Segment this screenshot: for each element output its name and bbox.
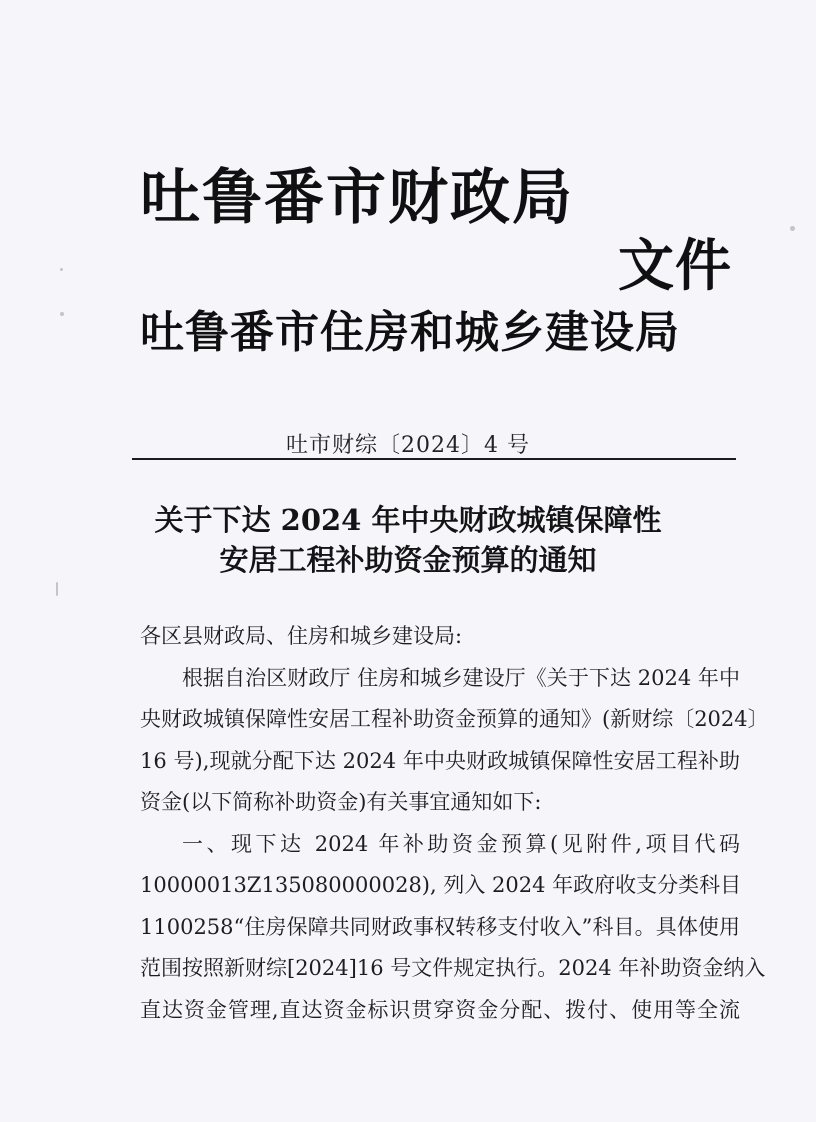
scan-speck <box>60 268 63 271</box>
scan-speck <box>790 226 795 231</box>
paragraph-line: 1100258“住房保障共同财政事权转移支付收入”科目。具体使用 <box>140 914 740 939</box>
scan-speck <box>56 582 58 596</box>
document-number: 吐市财综〔2024〕4 号 <box>286 433 530 458</box>
header-divider <box>132 458 736 460</box>
document-title <box>0 500 816 580</box>
paragraph-line: 16 号),现就分配下达 2024 年中央财政城镇保障性安居工程补助 <box>140 748 740 773</box>
title-line-2: 安居工程补助资金预算的通知 <box>219 543 597 577</box>
document-body <box>140 616 769 1031</box>
title-line-1: 关于下达 2024 年中央财政城镇保障性 <box>154 503 662 537</box>
paragraph-line: 一、现下达 2024 年补助资金预算(见附件,项目代码 <box>182 831 740 856</box>
paragraph-line: 央财政城镇保障性安居工程补助资金预算的通知》(新财综〔2024〕 <box>140 707 769 731</box>
paragraph-line: 范围按照新财综[2024]16 号文件规定执行。2024 年补助资金纳入 <box>140 956 766 980</box>
paragraph-line: 10000013Z135080000028), 列入 2024 年政府收支分类科目 <box>140 873 742 897</box>
scan-speck <box>60 312 64 316</box>
paragraph-line: 资金(以下简称补助资金)有关事宜通知如下: <box>140 790 542 814</box>
paragraph-line: 直达资金管理,直达资金标识贯穿资金分配、拨付、使用等全流 <box>140 997 740 1022</box>
salutation: 各区县财政局、住房和城乡建设局: <box>140 624 463 648</box>
header-org-finance: 吐鲁番市财政局 <box>140 163 574 233</box>
paragraph-line: 根据自治区财政厅 住房和城乡建设厅《关于下达 2024 年中 <box>182 665 740 690</box>
header-org-housing: 吐鲁番市住房和城乡建设局 <box>140 307 680 358</box>
header-wenjian: 文件 <box>618 234 732 299</box>
